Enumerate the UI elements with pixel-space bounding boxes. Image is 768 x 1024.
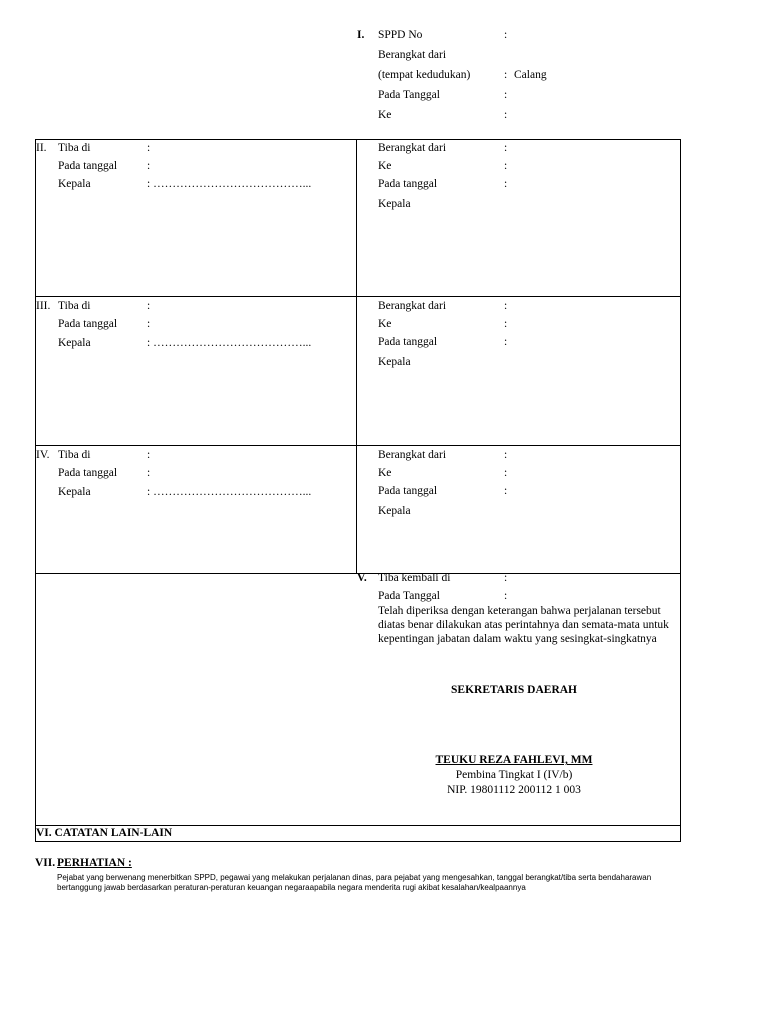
kepala-label: Kepala — [58, 178, 91, 190]
sppd-no-colon: : — [504, 29, 508, 41]
pada-tanggal-colon: : — [147, 160, 151, 172]
signatory-rank: Pembina Tingkat I (IV/b) — [455, 769, 573, 781]
pada-tanggal-colon: : — [147, 467, 151, 479]
tempat-kedudukan-label: (tempat kedudukan) — [378, 69, 471, 81]
pada-tanggal-colon: : — [504, 336, 508, 348]
sppd-no-label: SPPD No — [378, 29, 423, 41]
office-title: SEKRETARIS DAERAH — [451, 684, 577, 696]
pada-tanggal-label: Pada Tanggal — [378, 590, 440, 602]
berangkat-dari-label: Berangkat dari — [378, 49, 447, 61]
form-table — [35, 139, 681, 842]
tiba-di-colon: : — [147, 449, 151, 461]
ke-colon: : — [504, 109, 508, 121]
tiba-di-colon: : — [147, 142, 151, 154]
kepala-label: Kepala — [58, 337, 91, 349]
berangkat-dari-label: Berangkat dari — [378, 300, 447, 312]
signatory-nip: NIP. 19801112 200112 1 003 — [447, 784, 581, 796]
perhatian-note-line: bertanggung jawab berdasarkan peraturan-peraturan keuangan negaraapabila negara menderita rugi akibat kesalahan/kealpaannya — [57, 883, 526, 892]
perhatian-title: PERHATIAN : — [57, 857, 132, 869]
section-7-numeral: VII. — [35, 857, 56, 869]
section-1-numeral: I. — [357, 29, 365, 41]
row-separator — [35, 445, 681, 446]
pada-tanggal-colon: : — [504, 590, 508, 602]
kepala-label: Kepala — [378, 198, 411, 210]
pada-tanggal-label: Pada tanggal — [378, 178, 438, 190]
kepala-dots: : …………………………………... — [147, 178, 312, 190]
berangkat-dari-colon: : — [504, 142, 508, 154]
pada-tanggal-label: Pada tanggal — [58, 467, 118, 479]
tiba-di-label: Tiba di — [58, 142, 91, 154]
kepala-label: Kepala — [378, 505, 411, 517]
pada-tanggal-colon: : — [504, 178, 508, 190]
catatan-lain-title: VI. CATATAN LAIN-LAIN — [36, 827, 173, 839]
pada-tanggal-colon: : — [504, 89, 508, 101]
perhatian-note-line: Pejabat yang berwenang menerbitkan SPPD, pegawai yang melakukan perjalanan dinas, para pejabat yang mengesahkan, tanggal berangkat/tiba serta bendaharawan — [57, 873, 652, 882]
ke-label: Ke — [378, 318, 392, 330]
ke-colon: : — [504, 467, 508, 479]
tiba-kembali-colon: : — [504, 572, 508, 584]
column-divider — [356, 139, 357, 573]
berangkat-dari-label: Berangkat dari — [378, 449, 447, 461]
kepala-label: Kepala — [58, 486, 91, 498]
ke-colon: : — [504, 160, 508, 172]
berangkat-dari-label: Berangkat dari — [378, 142, 447, 154]
berangkat-dari-colon: : — [504, 300, 508, 312]
signatory-name: TEUKU REZA FAHLEVI, MM — [435, 754, 593, 766]
tiba-di-colon: : — [147, 300, 151, 312]
section-3-numeral: III. — [36, 300, 51, 312]
statement-line: kepentingan jabatan dalam waktu yang sesingkat-singkatnya — [378, 633, 657, 645]
tempat-kedudukan-colon: : — [504, 69, 508, 81]
ke-label: Ke — [378, 467, 392, 479]
tempat-kedudukan-value: Calang — [514, 69, 547, 81]
ke-colon: : — [504, 318, 508, 330]
tiba-kembali-label: Tiba kembali di — [378, 572, 451, 584]
statement-line: Telah diperiksa dengan keterangan bahwa perjalanan tersebut — [378, 605, 661, 617]
pada-tanggal-label: Pada tanggal — [378, 485, 438, 497]
pada-tanggal-label: Pada tanggal — [378, 336, 438, 348]
pada-tanggal-colon: : — [147, 318, 151, 330]
statement-line: diatas benar dilakukan atas perintahnya dan semata-mata untuk — [378, 619, 669, 631]
section-2-numeral: II. — [36, 142, 47, 154]
section-5-numeral: V. — [357, 572, 367, 584]
pada-tanggal-label: Pada tanggal — [58, 318, 118, 330]
ke-label: Ke — [378, 109, 392, 121]
section-4-numeral: IV. — [36, 449, 50, 461]
berangkat-dari-colon: : — [504, 449, 508, 461]
row-separator — [35, 296, 681, 297]
pada-tanggal-colon: : — [504, 485, 508, 497]
pada-tanggal-label: Pada tanggal — [58, 160, 118, 172]
kepala-dots: : …………………………………... — [147, 486, 312, 498]
pada-tanggal-label: Pada Tanggal — [378, 89, 440, 101]
kepala-dots: : …………………………………... — [147, 337, 312, 349]
tiba-di-label: Tiba di — [58, 300, 91, 312]
tiba-di-label: Tiba di — [58, 449, 91, 461]
kepala-label: Kepala — [378, 356, 411, 368]
ke-label: Ke — [378, 160, 392, 172]
